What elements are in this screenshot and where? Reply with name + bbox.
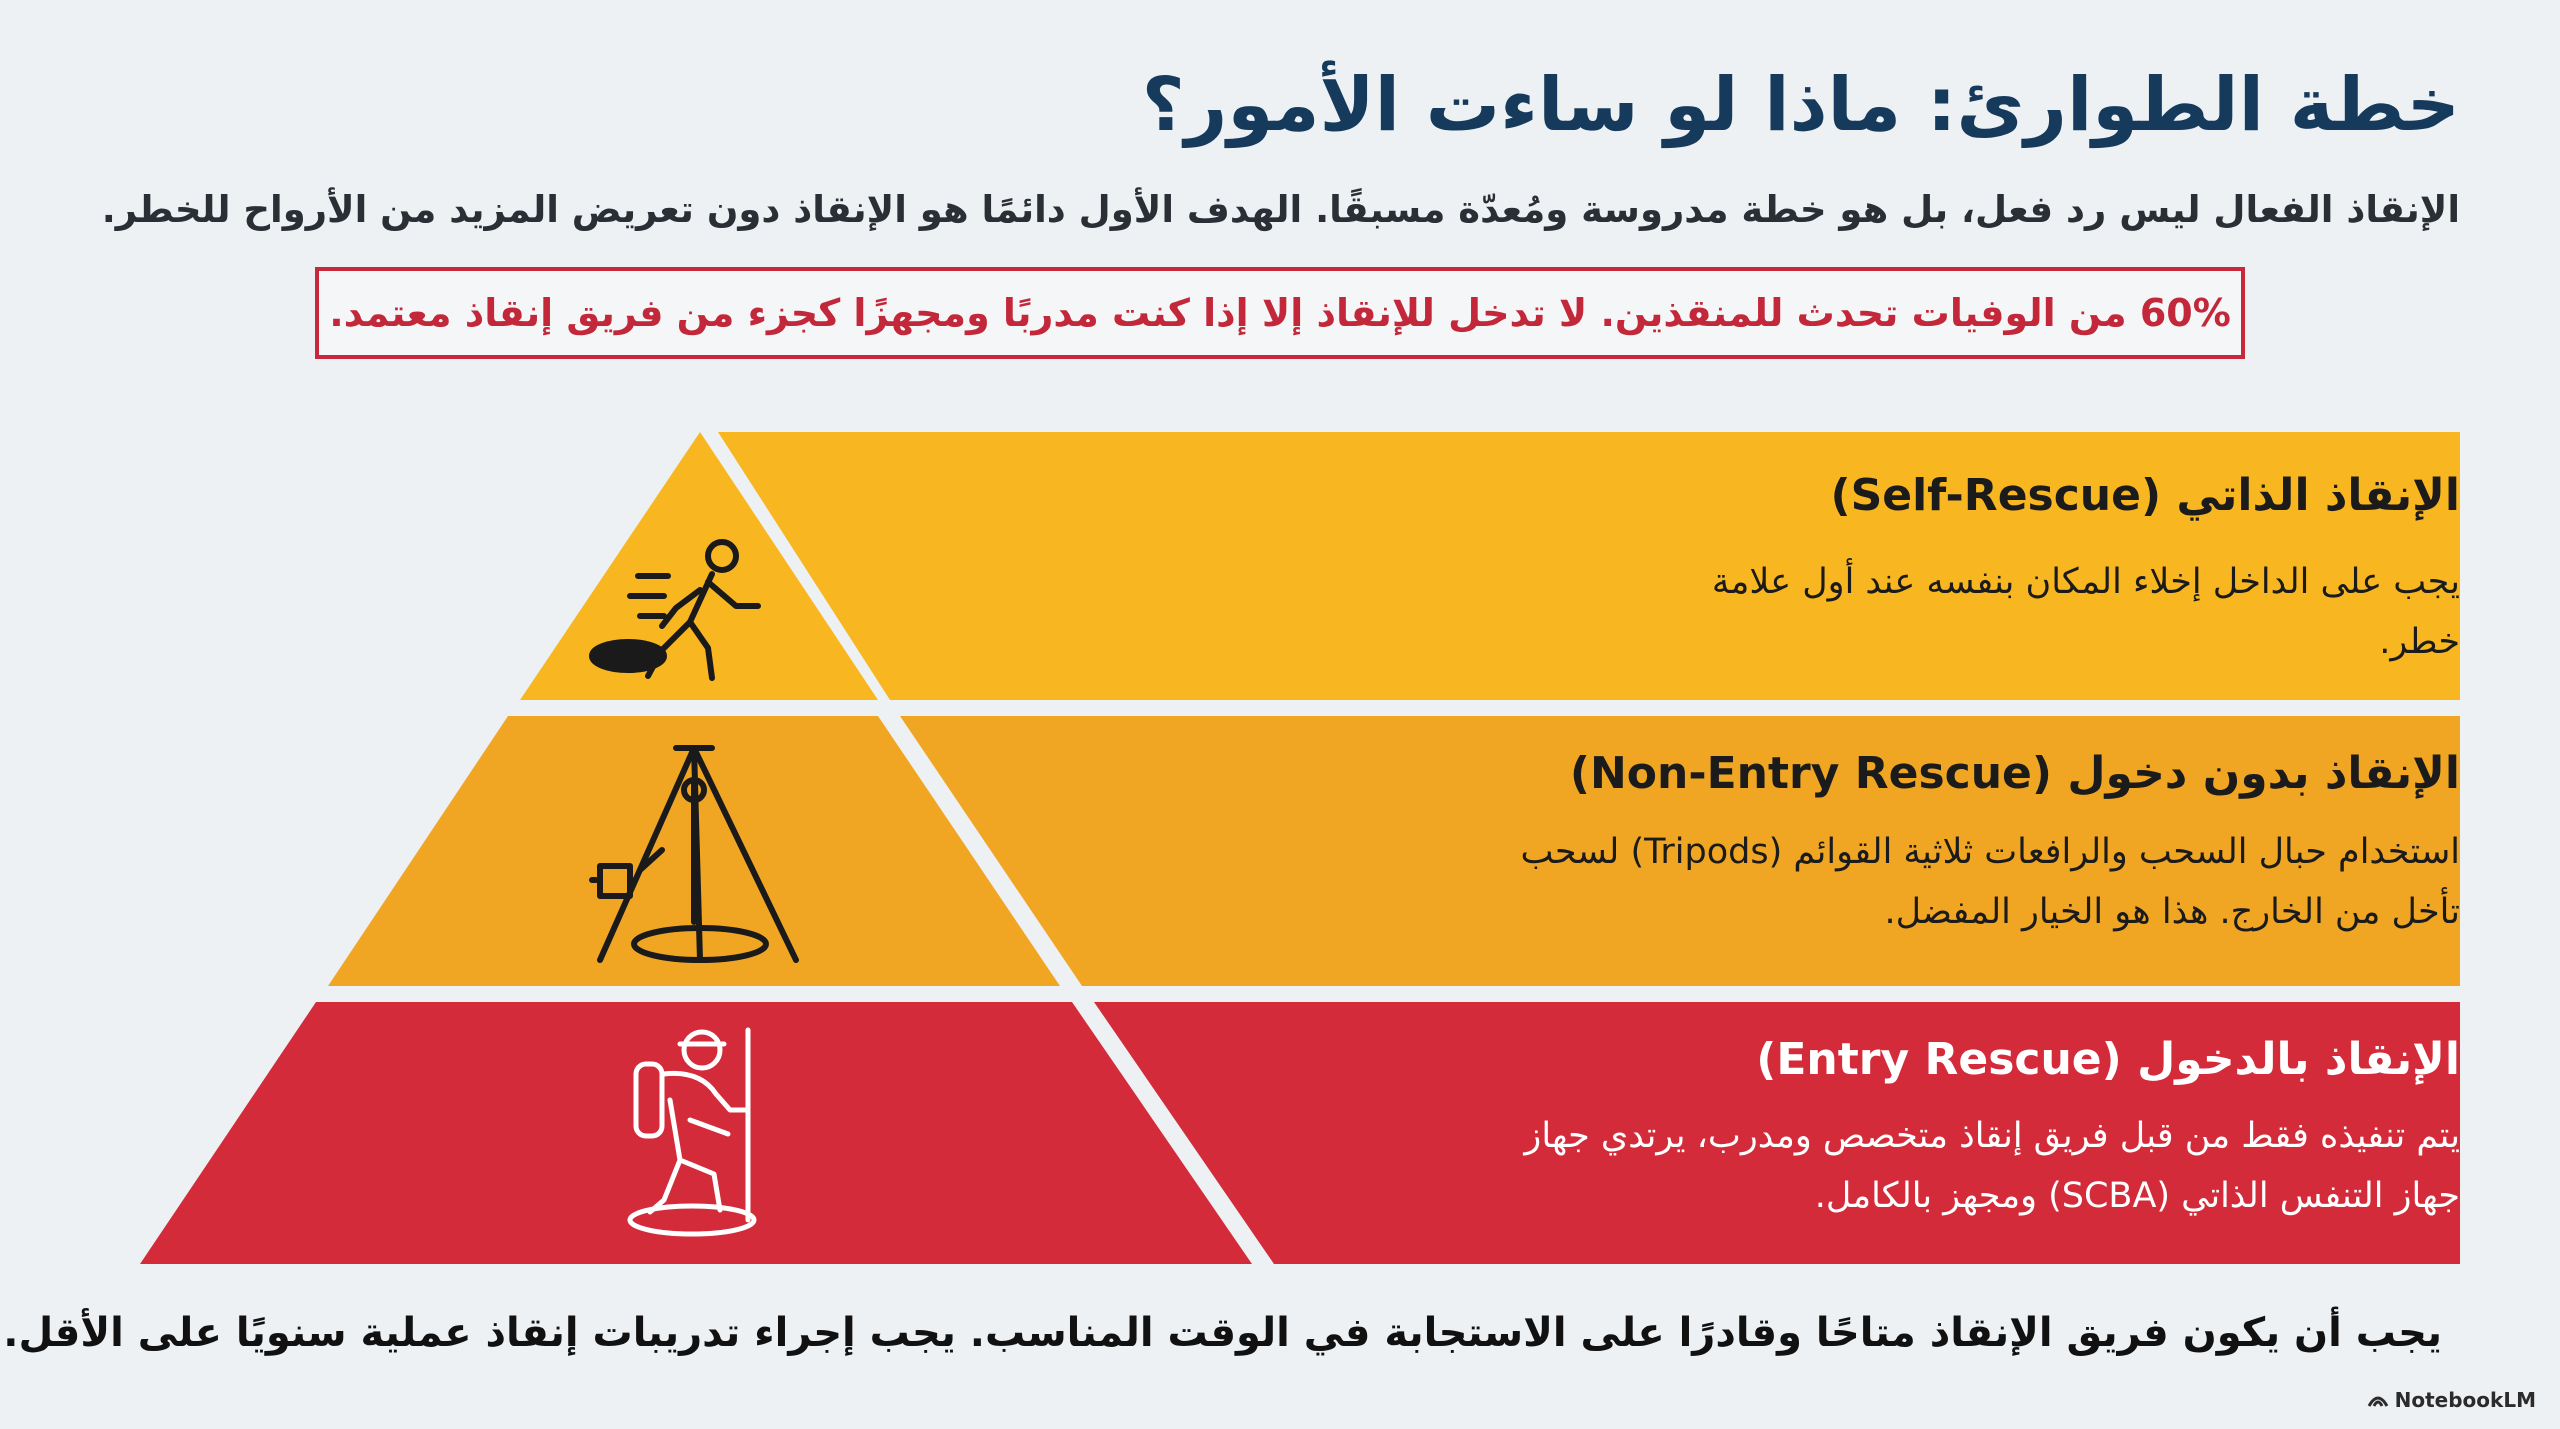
- tier-description: يتم تنفيذه فقط من قبل فريق إنقاذ متخصص ومدرب، يرتدي جهاز جهاز التنفس الذاتي (SCBA) ومجهز بالكامل.: [1524, 1116, 2460, 1216]
- tier-description: يجب على الداخل إخلاء المكان بنفسه عند أول علامة خطر.: [1711, 562, 2460, 662]
- tier-band-entry-triangle: [140, 1002, 1252, 1264]
- footer-note: يجب أن يكون فريق الإنقاذ متاحًا وقادرًا على الاستجابة في الوقت المناسب. يجب إجراء تدريبات إنقاذ عملية سنويًا على الأقل.: [3, 1310, 2442, 1356]
- page-subtitle: الإنقاذ الفعال ليس رد فعل، بل هو خطة مدروسة ومُعدّة مسبقًا. الهدف الأول دائمًا هو الإنقاذ دون تعريض المزيد من الأرواح للخطر.: [101, 188, 2460, 231]
- tier-title: الإنقاذ بدون دخول (Non-Entry Rescue): [1569, 748, 2460, 799]
- warning-text: 60% من الوفيات تحدث للمنقذين. لا تدخل للإنقاذ إلا إذا كنت مدربًا ومجهزًا كجزء من فريق إنقاذ معتمد.: [329, 291, 2231, 335]
- tier-title: الإنقاذ الذاتي (Self-Rescue): [1830, 470, 2460, 521]
- brand-mark: [2367, 1388, 2536, 1412]
- notebooklm-logo-icon: [2367, 1392, 2389, 1408]
- tier-description: استخدام حبال السحب والرافعات ثلاثية القوائم (Tripods) لسحب تأخل من الخارج. هذا هو الخيار المفضل.: [1520, 832, 2460, 932]
- tier-title: الإنقاذ بالدخول (Entry Rescue): [1756, 1034, 2460, 1085]
- brand-name: NotebookLM: [2394, 1388, 2536, 1412]
- page-title: خطة الطوارئ: ماذا لو ساءت الأمور؟: [1141, 62, 2460, 148]
